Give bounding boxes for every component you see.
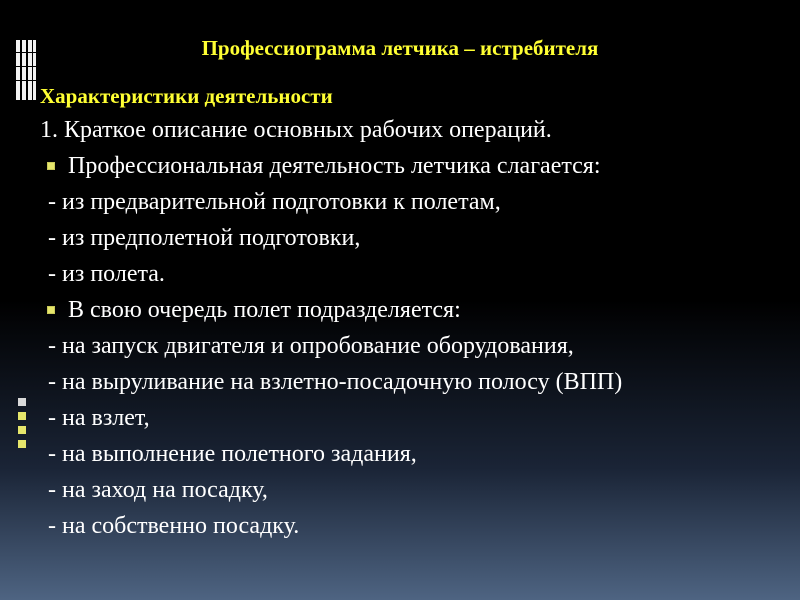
line-text: 1. Краткое описание основных рабочих операций. [40,117,552,143]
list-item [40,328,622,364]
bullet-item [40,292,622,328]
line-text: - на выполнение полетного задания, [48,441,417,467]
list-item [40,220,622,256]
list-item [40,400,622,436]
line-text: - на заход на посадку, [48,477,268,503]
content-list [40,112,622,544]
line-text: - из предполетной подготовки, [48,225,361,251]
line-text: В свою очередь полет подразделяется: [68,297,461,323]
list-item [40,508,622,544]
bullet-item [40,148,622,184]
square-bullet-icon [47,306,55,314]
line-text: - на собственно посадку. [48,513,300,539]
decorative-squares [18,398,26,454]
list-item [40,112,622,148]
list-item [40,256,622,292]
decorative-square [18,398,26,406]
line-text: - из полета. [48,261,165,287]
line-text: - на запуск двигателя и опробование оборудования, [48,333,574,359]
decorative-square [18,440,26,448]
list-item [40,472,622,508]
line-text: - из предварительной подготовки к полетам, [48,189,501,215]
line-text: - на взлет, [48,405,150,431]
slide-title: Профессиограмма летчика – истребителя [201,36,599,60]
list-item [40,184,622,220]
line-text: - на выруливание на взлетно-посадочную полосу (ВПП) [48,369,623,395]
slide-subtitle: Характеристики деятельности [40,84,333,108]
decorative-square [18,426,26,434]
line-text: Профессиональная деятельность летчика слагается: [68,153,601,179]
list-item [40,436,622,472]
list-item [40,364,622,400]
square-bullet-icon [47,162,55,170]
decorative-square [18,412,26,420]
